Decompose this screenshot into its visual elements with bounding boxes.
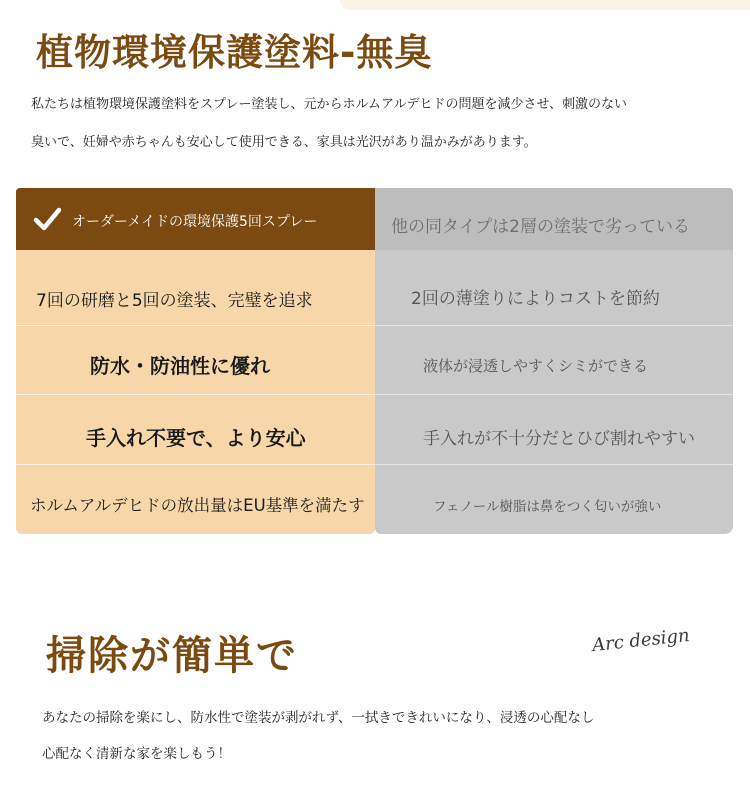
comparison-column-others <box>375 188 733 534</box>
row-divider <box>16 394 375 395</box>
others-feature-stains: 液体が浸透しやすくシミができる <box>423 357 649 375</box>
ours-feature-maintenance-free: 手入れ不要で、より安心 <box>86 426 306 450</box>
easy-cleaning-description-line2: 心配なく清新な家を楽しもう！ <box>42 746 231 762</box>
others-feature-thin-coat: 2回の薄塗りによりコストを節約 <box>411 289 660 309</box>
checkmark-icon <box>32 204 62 234</box>
comparison-header-ours <box>16 188 375 250</box>
row-divider <box>375 394 733 395</box>
comparison-header-others-label: 他の同タイプは2層の塗装で劣っている <box>391 217 690 237</box>
eco-paint-description-line1: 私たちは植物環境保護塗料をスプレー塗装し、元からホルムアルデヒドの問題を減少させ、刺激のない <box>31 97 628 112</box>
comparison-header-ours-label: オーダーメイドの環境保護5回スプレー <box>72 214 318 230</box>
eco-paint-description-line2: 臭いで、妊婦や赤ちゃんも安心して使用できる、家具は光沢があり温かみがあります。 <box>31 135 537 150</box>
others-feature-phenol-smell: フェノール樹脂は鼻をつく匂いが強い <box>433 499 662 515</box>
ours-feature-formaldehyde: ホルムアルデヒドの放出量はEU基準を満たす <box>30 496 365 515</box>
ours-feature-waterproof: 防水・防油性に優れ <box>90 354 270 378</box>
ours-feature-sanding: 7回の研磨と5回の塗装、完璧を追求 <box>36 291 313 311</box>
row-divider <box>16 464 375 465</box>
comparison-table <box>16 188 733 534</box>
others-feature-cracks: 手入れが不十分だとひび割れやすい <box>423 429 695 449</box>
comparison-header-others <box>375 188 733 250</box>
row-divider <box>375 464 733 465</box>
easy-cleaning-description-line1: あなたの掃除を楽にし、防水性で塗装が剥がれず、一拭きできれいになり、浸透の心配なし <box>42 710 595 726</box>
row-divider <box>16 325 375 326</box>
signature-logo: Arc design <box>591 624 691 657</box>
top-decorative-strip <box>340 0 750 10</box>
section-title-eco-paint: 植物環境保護塗料-無臭 <box>36 31 433 74</box>
section-title-easy-cleaning: 掃除が簡単で <box>46 633 298 679</box>
row-divider <box>375 325 733 326</box>
comparison-column-ours <box>16 188 375 534</box>
